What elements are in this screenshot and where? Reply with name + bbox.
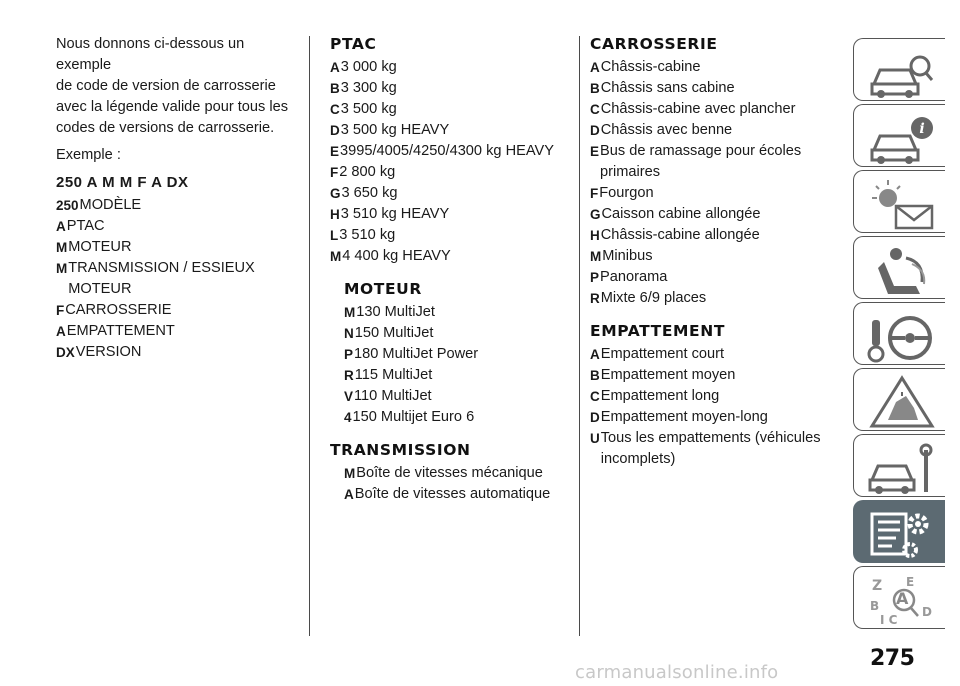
empattement-item	[590, 407, 840, 428]
item-code: 4	[344, 410, 352, 425]
item-label: 115 MultiJet	[354, 367, 433, 383]
svg-text:Z: Z	[872, 578, 883, 594]
item-code: B	[590, 81, 600, 96]
carrosserie-item	[590, 225, 840, 246]
item-code: D	[590, 123, 600, 138]
item-label: 110 MultiJet	[354, 388, 432, 404]
example-label: Exemple :	[56, 147, 121, 163]
item-label: Châssis-cabine avec plancher	[600, 101, 796, 117]
road-warning-icon	[866, 374, 938, 430]
item-label: Châssis-cabine allongée	[600, 227, 760, 243]
legend-label: CARROSSERIE	[65, 302, 172, 318]
item-label: 3 510 kg HEAVY	[340, 206, 450, 222]
item-code: G	[330, 186, 341, 201]
ptac-item	[330, 246, 568, 267]
carrosserie-item	[590, 183, 840, 204]
item-code: A	[330, 60, 340, 75]
chapter-tab[interactable]	[853, 236, 945, 299]
transmission-item	[344, 463, 568, 484]
svg-text:A: A	[896, 589, 909, 608]
legend-code: F	[56, 303, 65, 318]
moteur-item	[344, 386, 568, 407]
legend-label: MOTEUR	[68, 239, 132, 255]
item-label: 180 MultiJet Power	[354, 346, 479, 362]
legend-label: VERSION	[75, 344, 142, 360]
ptac-item	[330, 141, 568, 162]
item-label: Empattement long	[600, 388, 720, 404]
moteur-item	[344, 302, 568, 323]
carrosserie-list	[590, 57, 840, 309]
car-wrench-icon	[866, 440, 938, 496]
ptac-item	[330, 78, 568, 99]
specs-column-right	[590, 34, 840, 470]
legend-label-line: TRANSMISSION / ESSIEUX	[68, 260, 255, 276]
intro-line: Nous donnons ci-dessous un exemple	[56, 36, 245, 73]
ptac-item	[330, 183, 568, 204]
item-label-line: incomplets)	[600, 451, 676, 467]
legend-label	[68, 258, 301, 300]
empattement-item	[590, 386, 840, 407]
legend-code: M	[56, 240, 68, 255]
svg-text:B: B	[870, 599, 880, 613]
legend-entry	[56, 342, 301, 363]
item-code: M	[344, 305, 356, 320]
section-heading-ptac: PTAC	[330, 35, 377, 53]
empattement-list	[590, 344, 840, 470]
chapter-tab[interactable]	[853, 500, 945, 563]
section-heading-empattement: EMPATTEMENT	[590, 322, 725, 340]
carrosserie-item	[590, 204, 840, 225]
carrosserie-item	[590, 141, 840, 183]
item-code: E	[590, 144, 600, 159]
ptac-item	[330, 57, 568, 78]
item-code: A	[590, 60, 600, 75]
moteur-list	[330, 302, 568, 428]
legend-label: EMPATTEMENT	[66, 323, 175, 339]
svg-text:D: D	[922, 605, 932, 619]
carrosserie-item	[590, 99, 840, 120]
item-label: 3 500 kg HEAVY	[340, 122, 450, 138]
legend-label: MODÈLE	[79, 197, 142, 213]
empattement-item	[590, 344, 840, 365]
seat-airbag-icon	[866, 242, 938, 298]
item-label: Empattement moyen-long	[600, 409, 768, 425]
chapter-tab[interactable]	[853, 566, 945, 629]
legend-code: M	[56, 261, 68, 276]
item-label: 150 MultiJet	[354, 325, 434, 341]
item-label: 3 510 kg	[339, 227, 396, 243]
moteur-item	[344, 407, 568, 428]
intro-column	[56, 34, 301, 363]
item-code: R	[344, 368, 354, 383]
ptac-item	[330, 162, 568, 183]
ptac-item	[330, 204, 568, 225]
chapter-tab[interactable]	[853, 434, 945, 497]
legend-label-line: MOTEUR	[68, 281, 132, 297]
legend-entry	[56, 237, 301, 258]
legend-entry	[56, 321, 301, 342]
item-code: M	[590, 249, 602, 264]
item-label: 3 000 kg	[340, 59, 397, 75]
chapter-tab[interactable]	[853, 104, 945, 167]
item-code: L	[330, 228, 339, 243]
item-label: Caisson cabine allongée	[601, 206, 761, 222]
item-code: H	[590, 228, 600, 243]
empattement-item	[590, 365, 840, 386]
item-code: R	[590, 291, 600, 306]
ptac-list	[330, 57, 568, 267]
car-info-icon	[866, 110, 938, 166]
key-steering-wheel-icon	[866, 308, 938, 364]
transmission-item	[344, 484, 568, 505]
item-code: D	[330, 123, 340, 138]
specs-gear-icon	[866, 506, 938, 562]
item-label: Fourgon	[599, 185, 654, 201]
svg-text:E: E	[906, 575, 915, 589]
carrosserie-item	[590, 267, 840, 288]
item-code: A	[344, 487, 354, 502]
svg-text:i: i	[919, 121, 925, 137]
legend-entry	[56, 216, 301, 237]
carrosserie-item	[590, 288, 840, 309]
legend-code: DX	[56, 345, 75, 360]
carrosserie-item	[590, 246, 840, 267]
svg-text:I C: I C	[880, 613, 898, 627]
legend-code: A	[56, 324, 66, 339]
chapter-tab[interactable]	[853, 38, 945, 101]
item-code: F	[330, 165, 339, 180]
item-label: Châssis-cabine	[600, 59, 701, 75]
example-code: 250 A M M F A DX	[56, 174, 189, 191]
item-label: 3995/4005/4250/4300 kg HEAVY	[340, 143, 554, 159]
legend-entry	[56, 258, 301, 300]
legend-entry	[56, 300, 301, 321]
moteur-item	[344, 344, 568, 365]
item-code: C	[590, 389, 600, 404]
transmission-list	[330, 463, 568, 505]
intro-paragraph	[56, 34, 301, 139]
legend-entry	[56, 195, 301, 216]
item-code: G	[590, 207, 601, 222]
item-code: V	[344, 389, 354, 404]
carrosserie-item	[590, 78, 840, 99]
item-label: Minibus	[602, 248, 653, 264]
legend-code: A	[56, 219, 66, 234]
item-code: B	[590, 368, 600, 383]
column-divider	[309, 36, 310, 636]
item-code: A	[590, 347, 600, 362]
section-heading-transmission: TRANSMISSION	[330, 441, 471, 459]
item-label: Mixte 6/9 places	[600, 290, 707, 306]
intro-line: codes de versions de carrosserie.	[56, 120, 275, 136]
moteur-item	[344, 365, 568, 386]
item-code: M	[344, 466, 356, 481]
item-code: B	[330, 81, 340, 96]
item-label: 4 400 kg HEAVY	[342, 248, 451, 264]
item-label: 3 300 kg	[340, 80, 397, 96]
specs-column-middle	[330, 34, 568, 505]
item-label-line: Bus de ramassage pour écoles	[600, 143, 802, 159]
alphabet-index-icon	[866, 572, 938, 628]
item-label: Boîte de vitesses automatique	[354, 486, 551, 502]
section-heading-carrosserie: CARROSSERIE	[590, 35, 718, 53]
item-label: Empattement moyen	[600, 367, 736, 383]
item-code: F	[590, 186, 599, 201]
moteur-item	[344, 323, 568, 344]
watermark: carmanualsonline.info	[575, 662, 779, 683]
item-label: 130 MultiJet	[356, 304, 435, 320]
item-code: D	[590, 410, 600, 425]
car-search-icon	[866, 44, 938, 100]
chapter-tab[interactable]	[853, 302, 945, 365]
item-code: E	[330, 144, 340, 159]
legend-label: PTAC	[66, 218, 105, 234]
item-label	[601, 428, 840, 470]
item-code: H	[330, 207, 340, 222]
item-code: U	[590, 431, 600, 446]
empattement-item	[590, 428, 840, 470]
legend-code: 250	[56, 198, 79, 213]
item-label: Panorama	[600, 269, 668, 285]
item-code: C	[590, 102, 600, 117]
item-label: 2 800 kg	[339, 164, 396, 180]
item-label-line: Tous les empattements (véhicules	[600, 430, 821, 446]
item-code: P	[344, 347, 354, 362]
page-number: 275	[870, 646, 915, 671]
intro-line: avec la légende valide pour tous les	[56, 99, 289, 115]
item-label: 150 Multijet Euro 6	[352, 409, 475, 425]
item-label: Châssis sans cabine	[600, 80, 735, 96]
item-label: Châssis avec benne	[600, 122, 733, 138]
item-label: 3 650 kg	[341, 185, 398, 201]
chapter-tab[interactable]	[853, 170, 945, 233]
item-label-line: primaires	[600, 164, 661, 180]
section-heading-moteur: MOTEUR	[344, 280, 422, 298]
item-label	[600, 141, 840, 183]
item-label: Empattement court	[600, 346, 725, 362]
item-label: 3 500 kg	[340, 101, 397, 117]
intro-line: de code de version de carrosserie	[56, 78, 276, 94]
item-code: M	[330, 249, 342, 264]
item-code: C	[330, 102, 340, 117]
item-code: P	[590, 270, 600, 285]
item-code: N	[344, 326, 354, 341]
column-divider	[579, 36, 580, 636]
ptac-item	[330, 225, 568, 246]
carrosserie-item	[590, 57, 840, 78]
ptac-item	[330, 99, 568, 120]
ptac-item	[330, 120, 568, 141]
chapter-tab[interactable]	[853, 368, 945, 431]
carrosserie-item	[590, 120, 840, 141]
warning-light-message-icon	[866, 176, 938, 232]
item-label: Boîte de vitesses mécanique	[356, 465, 543, 481]
